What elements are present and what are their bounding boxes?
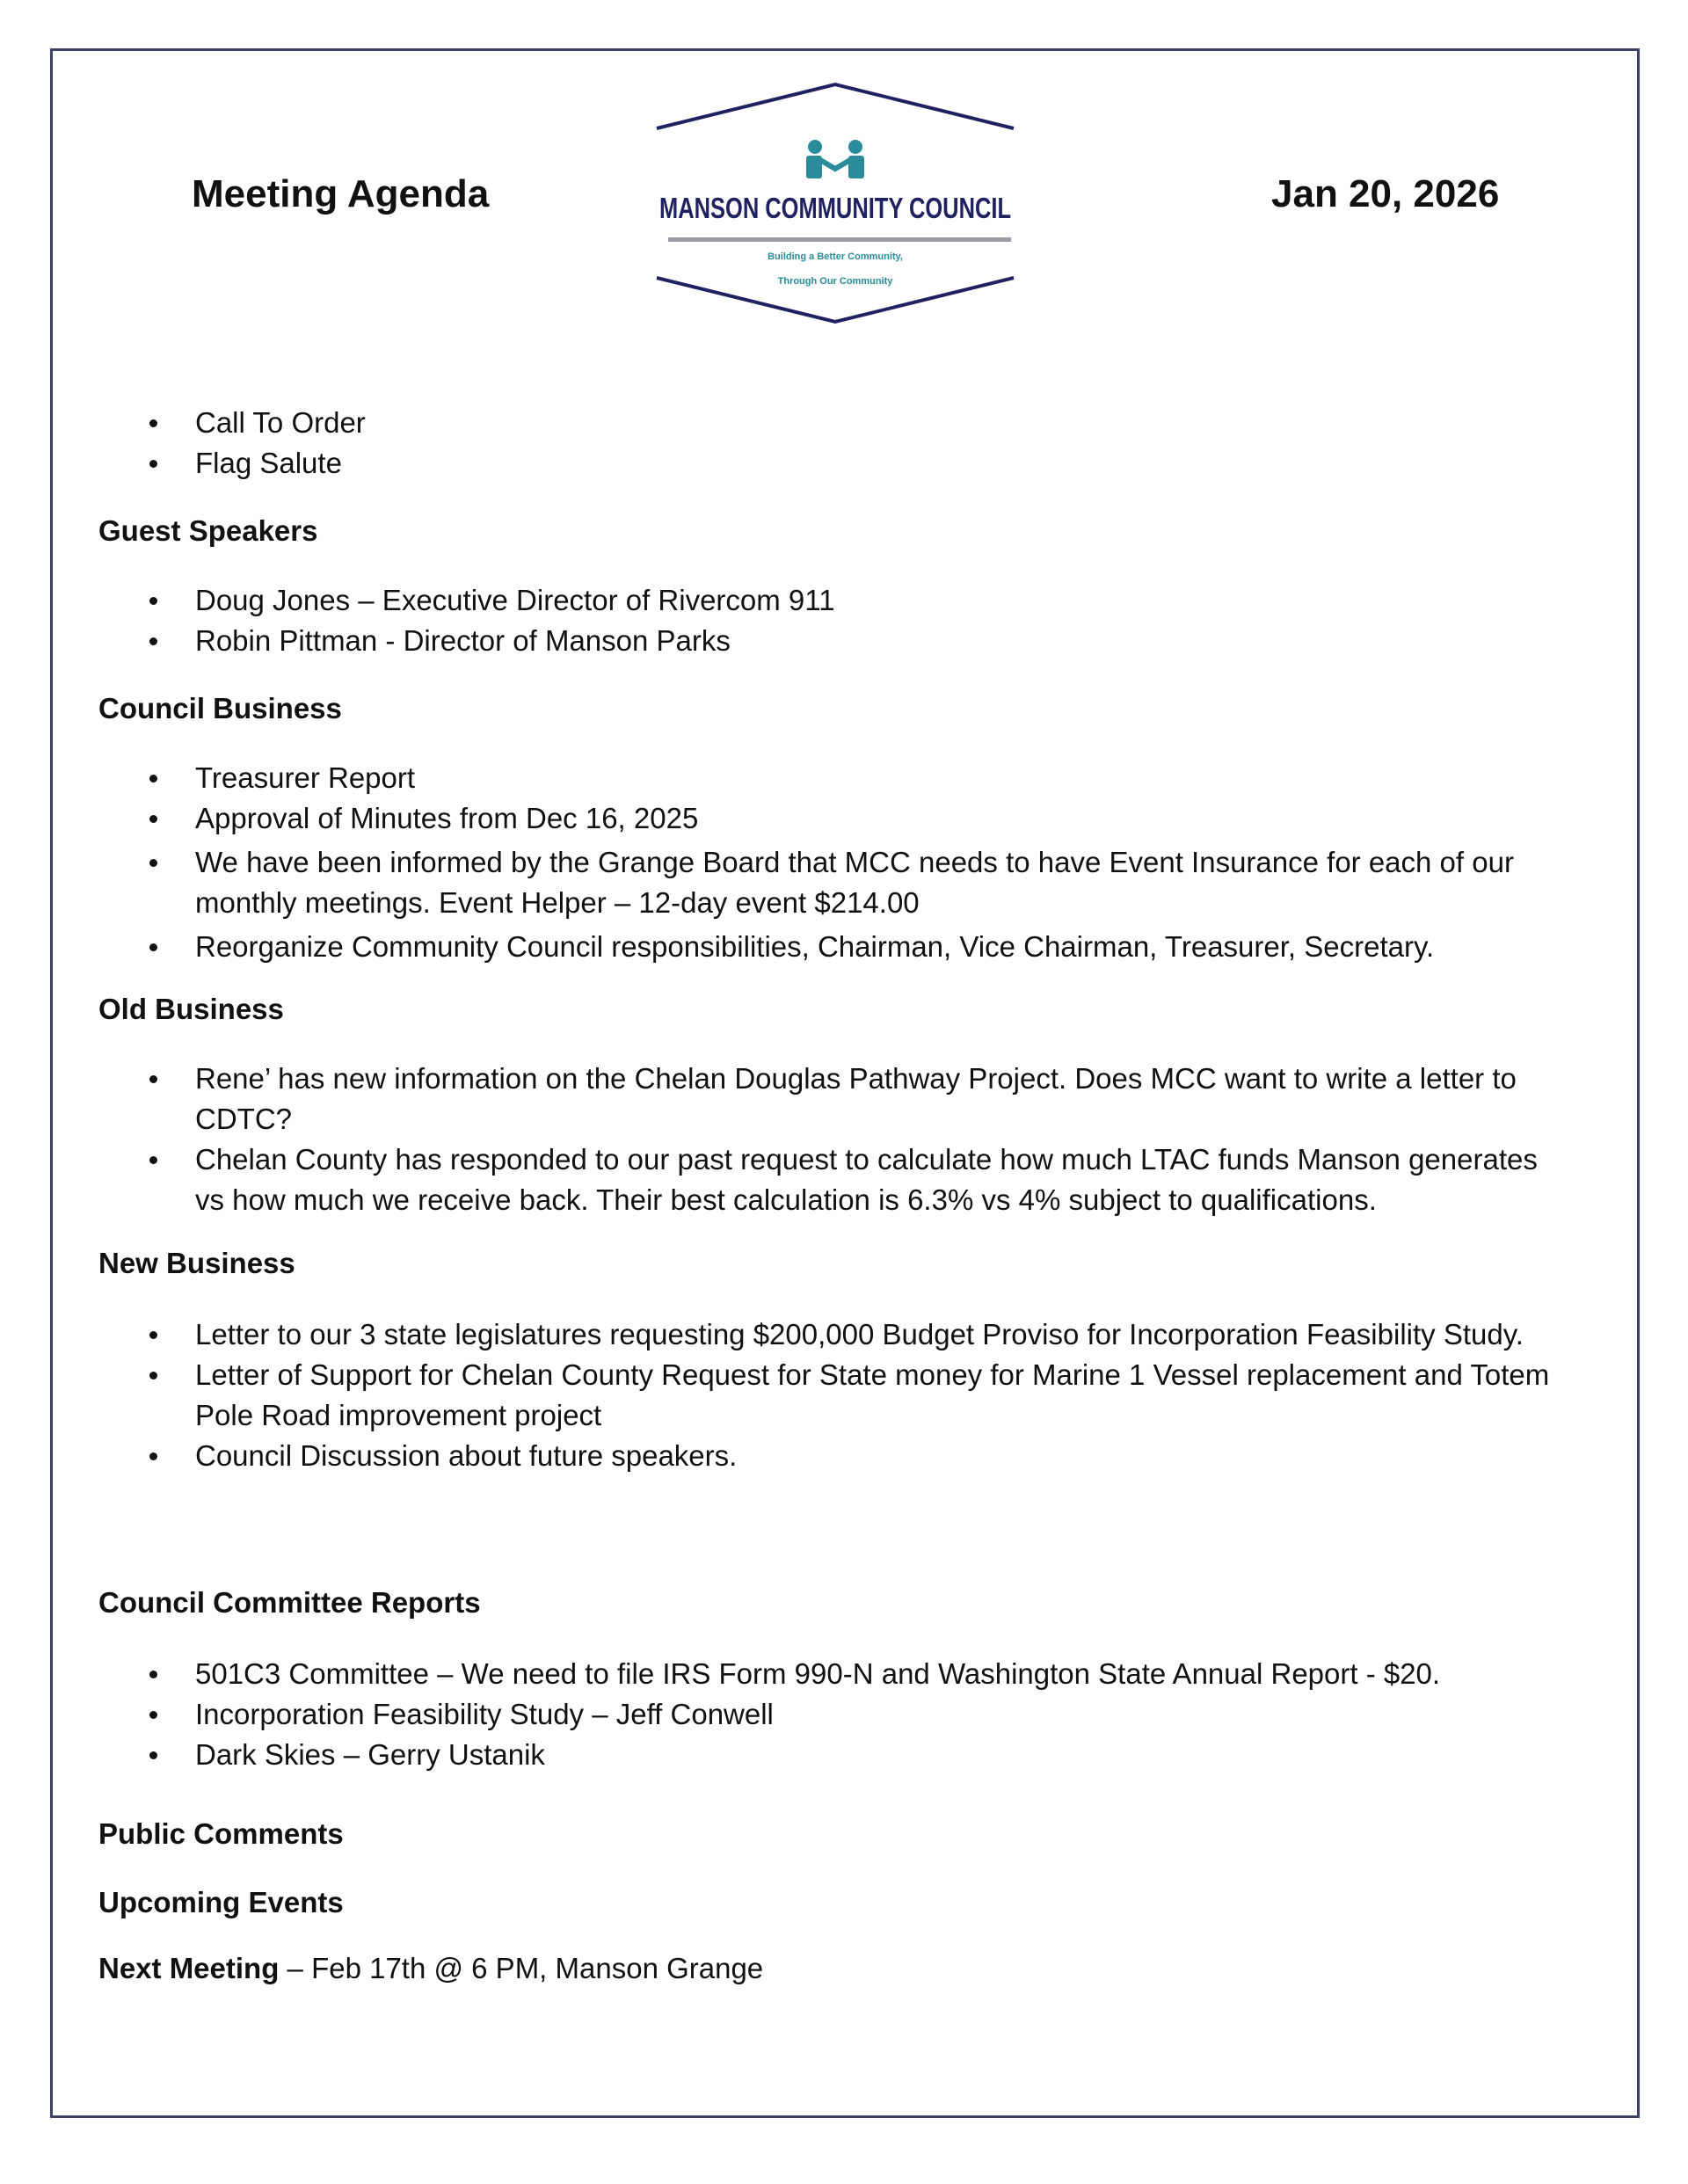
section-heading: Guest Speakers [98,514,318,547]
item-text: Letter to our 3 state legislatures requesting $200,000 Budget Proviso for Incorporation Feasibility Study. [195,1318,1524,1350]
section-heading: New Business [98,1247,295,1279]
handshake-icon [806,140,864,178]
svg-text:Through Our Community: Through Our Community [777,276,893,287]
bullet-icon [149,943,157,951]
public-comments-heading: Public Comments [98,1817,344,1850]
bullet-icon [149,1372,157,1380]
svg-text:MANSON COMMUNITY COUNCIL: MANSON COMMUNITY COUNCIL [659,192,1011,224]
list-item [98,842,1567,923]
list-item [98,1654,1567,1694]
item-text: 501C3 Committee – We need to file IRS Form 990-N and Washington State Annual Report - $20. [195,1657,1441,1690]
bullet-icon [149,815,157,823]
item-text: Chelan County has responded to our past request to calculate how much LTAC funds Manson generates vs how much we receive back. Their best calculation is 6.3% vs 4% subject to qualifications. [195,1143,1538,1216]
section-council-business [98,688,1575,967]
item-text: Dark Skies – Gerry Ustanik [195,1738,545,1771]
section-guest-speakers [98,511,1575,661]
list-item [98,1314,1567,1355]
next-meeting-details: – Feb 17th @ 6 PM, Manson Grange [279,1952,764,1984]
list-item [98,1059,1567,1139]
item-text: Call To Order [195,406,366,439]
item-text: Letter of Support for Chelan County Request for State money for Marine 1 Vessel replacement and Totem Pole Road improvement project [195,1358,1550,1431]
item-text: Approval of Minutes from Dec 16, 2025 [195,802,699,834]
list-item [98,927,1567,967]
next-meeting [98,1948,1575,1989]
item-text: Flag Salute [195,447,342,479]
list-item [98,1436,1567,1476]
upcoming-events-heading: Upcoming Events [98,1886,344,1918]
list-item [98,1355,1567,1436]
item-text: Rene’ has new information on the Chelan Douglas Pathway Project. Does MCC want to write a letter to CDTC? [195,1062,1517,1135]
item-text: We have been informed by the Grange Board that MCC needs to have Event Insurance for each of our monthly meetings. Event Helper – 12-day event $214.00 [195,846,1514,919]
list-item [98,1735,1567,1775]
list-item [98,1694,1567,1735]
next-meeting-label: Next Meeting [98,1952,280,1984]
list-item [98,758,1567,798]
list-item [98,621,1567,661]
bullet-icon [149,1156,157,1164]
bullet-icon [149,1331,157,1339]
page-title: Meeting Agenda [192,172,490,215]
item-text: Robin Pittman - Director of Manson Parks [195,624,731,657]
item-text: Council Discussion about future speakers. [195,1439,738,1472]
bullet-icon [149,460,157,468]
bullet-icon [149,1751,157,1759]
section-heading: Old Business [98,993,284,1025]
list-item [98,403,1567,443]
section-committee-reports [98,1583,1575,1775]
item-text: Reorganize Community Council responsibilities, Chairman, Vice Chairman, Treasurer, Secretary. [195,930,1435,963]
list-item [98,1139,1567,1220]
section-heading: Council Business [98,692,342,724]
bullet-icon [149,859,157,867]
list-item [98,443,1567,484]
section-heading: Council Committee Reports [98,1586,481,1619]
opening-list [98,403,1575,484]
bullet-icon [149,637,157,645]
manson-community-council-logo [646,77,1024,332]
bullet-icon [149,1711,157,1719]
bullet-icon [149,1452,157,1460]
bullet-icon [149,1075,157,1083]
bullet-icon [149,419,157,427]
meeting-date: Jan 20, 2026 [1271,172,1500,215]
bullet-icon [149,775,157,783]
item-text: Incorporation Feasibility Study – Jeff Conwell [195,1698,774,1730]
item-text: Doug Jones – Executive Director of Rivercom 911 [195,584,835,616]
section-new-business [98,1243,1575,1476]
bullet-icon [149,597,157,605]
bullet-icon [149,1671,157,1678]
list-item [98,798,1567,839]
list-item [98,580,1567,621]
svg-text:Building a Better Community,: Building a Better Community, [768,251,903,262]
section-old-business [98,989,1575,1220]
item-text: Treasurer Report [195,761,416,794]
